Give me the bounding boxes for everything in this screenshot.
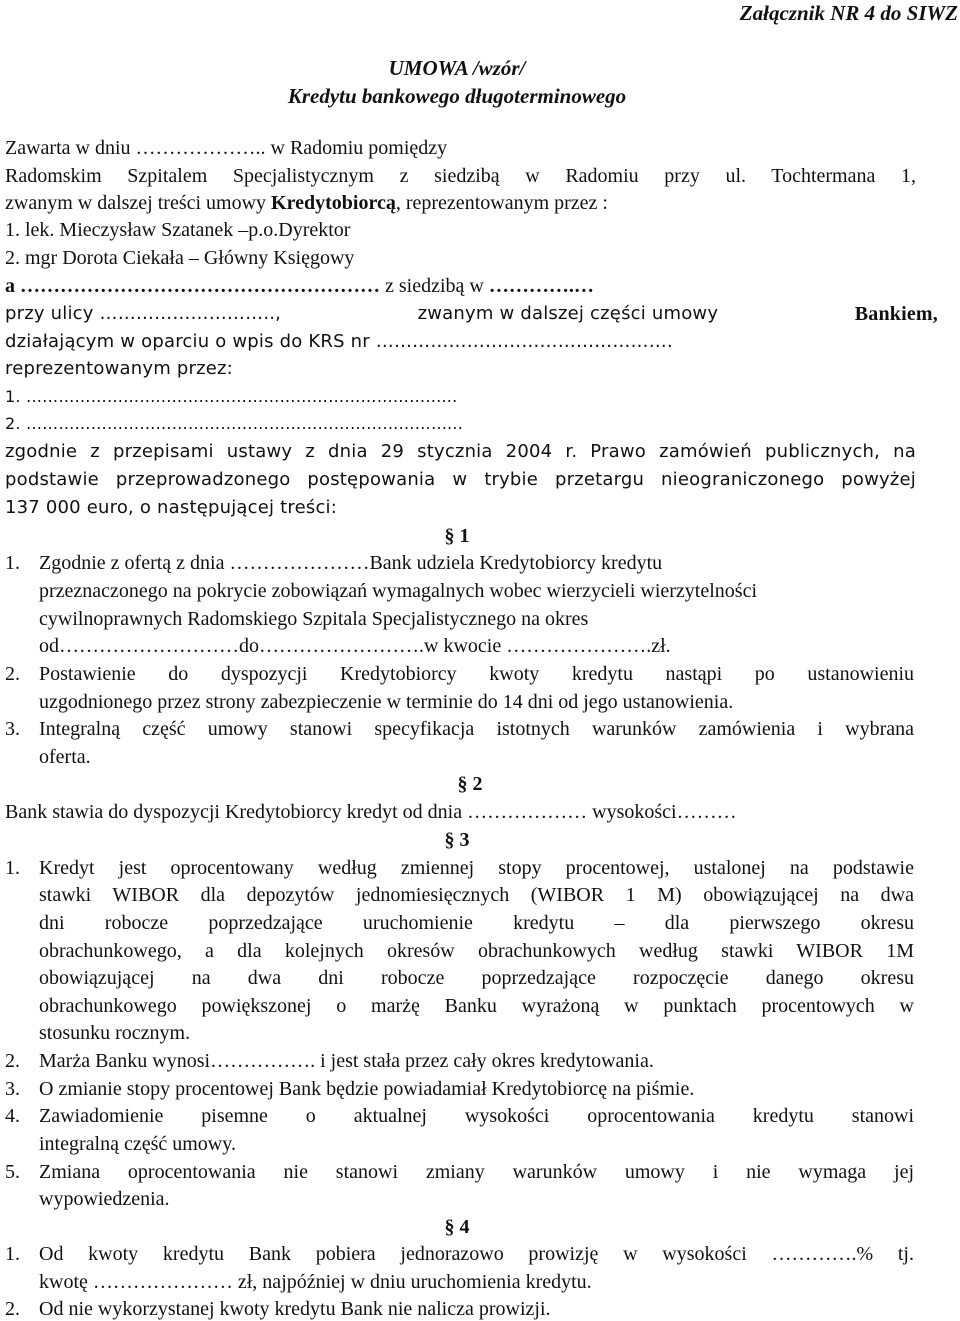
title-line-1: UMOWA /wzór/ <box>388 56 526 80</box>
s1-p2-number: 2. <box>5 663 20 685</box>
bank-rep-1: 1. ……………………..……………………………………………... <box>5 387 458 406</box>
s1-p3-line-1: Integralną część umowy stanowi specyfikacja istotnych warunków zamówienia i wybrana <box>39 718 914 740</box>
bank-term: Bankiem, <box>854 303 938 325</box>
s3-p1-line-2: stawki WIBOR dla depozytów jednomiesięcznych (WIBOR 1 M) obowiązującej na dwa <box>39 884 914 906</box>
bank-name-blank: a ……………………………………………… <box>5 275 385 297</box>
s1-p3-number: 3. <box>5 718 20 740</box>
s3-p4-number: 4. <box>5 1105 20 1127</box>
bank-line <box>5 274 910 298</box>
section-1-heading: § 1 <box>444 525 470 547</box>
s3-p4-line-1: Zawiadomienie pisemne o aktualnej wysokości oprocentowania kredytu stanowi <box>39 1105 914 1127</box>
krs-line: działającym w oparciu o wpis do KRS nr …………………………………………. <box>5 331 673 352</box>
s4-p2-number: 2. <box>5 1298 20 1320</box>
s1-p1-line-3: cywilnoprawnych Radomskiego Szpitala Specjalistycznego na okres <box>39 608 589 630</box>
s3-p1-line-1: Kredyt jest oprocentowany według zmiennej stopy procentowej, ustalonej na podstawie <box>39 857 914 879</box>
s4-p1-line-2: kwotę ………………… zł, najpóźniej w dniu uruchomienia kredytu. <box>39 1271 592 1293</box>
bank-reps-label: reprezentowanym przez: <box>5 358 233 379</box>
s3-p3-line-1: O zmianie stopy procentowej Bank będzie powiadamiał Kredytobiorcę na piśmie. <box>39 1078 695 1100</box>
s4-p1-number: 1. <box>5 1243 20 1265</box>
s3-p4-line-2: integralną część umowy. <box>39 1133 236 1155</box>
s2-line-1: Bank stawia do dyspozycji Kredytobiorcy kredyt od dnia ……………… wysokości……… <box>5 801 737 823</box>
s3-p1-number: 1. <box>5 857 20 879</box>
representative-1: 1. lek. Mieczysław Szatanek –p.o.Dyrektor <box>5 219 351 241</box>
section-3-heading: § 3 <box>444 829 470 851</box>
s1-p1-line-1: Zgodnie z ofertą z dnia …………………Bank udziela Kredytobiorcy kredytu <box>39 552 663 574</box>
intro-line-2: Radomskim Szpitalem Specjalistycznym z siedzibą w Radomiu przy ul. Tochtermana 1, <box>5 165 916 187</box>
s4-p1-line-1: Od kwoty kredytu Bank pobiera jednorazowo prowizję w wysokości ………….% tj. <box>39 1243 914 1265</box>
bank-rep-2: 2. ……………………………………………………………………... <box>5 414 464 433</box>
s3-p1-line-6: obrachunkowego powiększonej o marżę Banku wyrażoną w punktach procentowych w <box>39 995 914 1017</box>
s3-p2-number: 2. <box>5 1050 20 1072</box>
s1-p1-number: 1. <box>5 552 20 574</box>
bank-term-text: zwanym w dalszej części umowy <box>417 303 719 324</box>
s3-p1-line-4: obrachunkowego, a dla kolejnych okresów obrachunkowych według stawki WIBOR 1M <box>39 940 914 962</box>
s4-p2-line-1: Od nie wykorzystanej kwoty kredytu Bank nie nalicza prowizji. <box>39 1298 551 1320</box>
annex-label: Załącznik NR 4 do SIWZ <box>739 1 958 25</box>
street-blank: przy ulicy ……………………….., <box>5 303 282 324</box>
s3-p1-line-5: obowiązującej na dwa dni robocze poprzedzające rozpoczęcie danego okresu <box>39 967 914 989</box>
s3-p5-number: 5. <box>5 1161 20 1183</box>
s3-p1-line-7: stosunku rocznym. <box>39 1022 191 1044</box>
section-2-heading: § 2 <box>457 773 483 795</box>
seat-text: z siedzibą w <box>385 275 489 297</box>
intro-law-line-3: 137 000 euro, o następującej treści: <box>5 497 338 518</box>
s1-p2-line-1: Postawienie do dyspozycji Kredytobiorcy kwoty kredytu nastąpi po ustanowieniu <box>39 663 914 685</box>
intro-text: zwanym w dalszej treści umowy <box>5 192 272 214</box>
title-line-2: Kredytu bankowego długoterminowego <box>287 84 627 108</box>
s1-p2-line-2: uzgodnionego przez strony zabezpieczenie w terminie do 14 dni od jego ustanowienia. <box>39 691 734 713</box>
intro-line-3 <box>5 191 910 215</box>
s1-p1-line-4: od………………………do…………………….w kwocie ………………….zł. <box>39 635 671 657</box>
intro-law-line-1: zgodnie z przepisami ustawy z dnia 29 stycznia 2004 r. Prawo zamówień publicznych, na <box>5 441 916 462</box>
seat-blank: ………….… <box>488 275 594 297</box>
s3-p2-line-1: Marża Banku wynosi……………. i jest stała przez cały okres kredytowania. <box>39 1050 654 1072</box>
document-title <box>0 54 914 110</box>
intro-law-line-2: podstawie przeprowadzonego postępowania w trybie przetargu nieograniczonego powyżej <box>5 469 916 490</box>
s3-p1-line-3: dni robocze poprzedzające uruchomienie kredytu – dla pierwszego okresu <box>39 912 914 934</box>
section-4-heading: § 4 <box>444 1216 470 1238</box>
s1-p1-line-2: przeznaczonego na pokrycie zobowiązań wymagalnych wobec wierzycieli wierzytelności <box>39 580 757 602</box>
s3-p5-line-2: wypowiedzenia. <box>39 1188 170 1210</box>
s3-p3-number: 3. <box>5 1078 20 1100</box>
intro-text: , reprezentowanym przez : <box>395 192 608 214</box>
representative-2: 2. mgr Dorota Ciekała – Główny Księgowy <box>5 247 355 269</box>
borrower-term: Kredytobiorcą <box>271 192 396 214</box>
intro-line-1: Zawarta w dniu ……………….. w Radomiu pomiędzy <box>5 137 448 159</box>
bank-street-line <box>5 302 938 326</box>
s1-p3-line-2: oferta. <box>39 746 91 768</box>
s3-p5-line-1: Zmiana oprocentowania nie stanowi zmiany warunków umowy i nie wymaga jej <box>39 1161 914 1183</box>
